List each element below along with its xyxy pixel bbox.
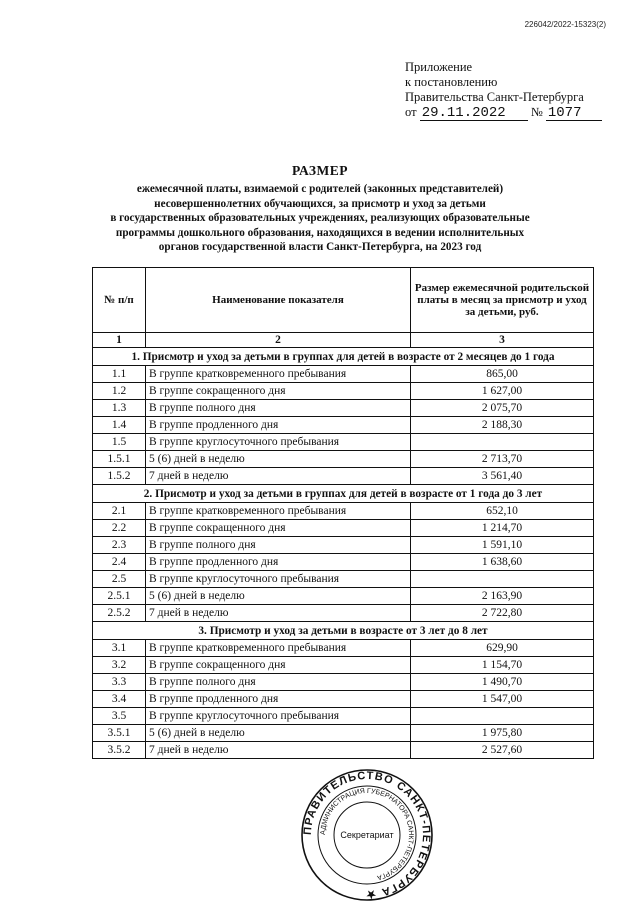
table-row [93, 674, 594, 691]
appendix-date-line [405, 105, 605, 121]
row-number: 1.5 [93, 434, 146, 451]
column-number-row [93, 333, 594, 348]
secretariat-stamp [300, 768, 434, 902]
row-amount: 1 975,80 [411, 725, 594, 742]
row-name: В группе кратковременного пребывания [146, 366, 411, 383]
row-name: В группе продленного дня [146, 554, 411, 571]
table-row [93, 691, 594, 708]
column-number-1: 1 [93, 333, 146, 348]
table-row [93, 640, 594, 657]
row-name: В группе круглосуточного пребывания [146, 708, 411, 725]
column-number-2: 2 [146, 333, 411, 348]
document-number: 226042/2022-15323(2) [524, 20, 606, 29]
row-amount: 2 713,70 [411, 451, 594, 468]
row-name: 7 дней в неделю [146, 468, 411, 485]
appendix-line-2: к постановлению [405, 75, 498, 89]
table-row [93, 588, 594, 605]
row-name: В группе сокращенного дня [146, 383, 411, 400]
row-amount: 2 527,60 [411, 742, 594, 759]
row-number: 3.3 [93, 674, 146, 691]
number-label: № [530, 105, 543, 119]
row-number: 2.1 [93, 503, 146, 520]
row-name: 7 дней в неделю [146, 742, 411, 759]
section-row [93, 622, 594, 640]
table-row [93, 605, 594, 622]
row-name: В группе кратковременного пребывания [146, 503, 411, 520]
title-line-5: органов государственной власти Санкт-Петербурга, на 2023 год [158, 241, 482, 253]
row-name: В группе продленного дня [146, 417, 411, 434]
row-amount: 1 547,00 [411, 691, 594, 708]
stamp-center-text: Секретариат [340, 830, 394, 840]
fee-table [92, 267, 594, 759]
row-number: 1.3 [93, 400, 146, 417]
row-number: 2.3 [93, 537, 146, 554]
title-heading: РАЗМЕР [291, 163, 349, 178]
row-name: В группе продленного дня [146, 691, 411, 708]
row-name: В группе полного дня [146, 537, 411, 554]
table-row [93, 383, 594, 400]
table-row [93, 537, 594, 554]
row-number: 2.5.1 [93, 588, 146, 605]
row-number: 3.5.1 [93, 725, 146, 742]
table-row [93, 400, 594, 417]
row-amount [411, 434, 594, 451]
row-name: 5 (6) дней в неделю [146, 588, 411, 605]
row-amount: 3 561,40 [411, 468, 594, 485]
row-amount: 2 075,70 [411, 400, 594, 417]
section-title: 2. Присмотр и уход за детьми в группах для детей в возрасте от 1 года до 3 лет [93, 485, 594, 503]
table-row [93, 434, 594, 451]
row-number: 1.2 [93, 383, 146, 400]
title-line-1: ежемесячной платы, взимаемой с родителей (законных представителей) [136, 183, 504, 195]
row-amount [411, 708, 594, 725]
row-name: В группе полного дня [146, 674, 411, 691]
row-number: 3.5.2 [93, 742, 146, 759]
header-name: Наименование показателя [146, 268, 411, 333]
row-amount: 629,90 [411, 640, 594, 657]
row-amount [411, 571, 594, 588]
row-name: 5 (6) дней в неделю [146, 451, 411, 468]
section-row [93, 348, 594, 366]
row-amount: 2 188,30 [411, 417, 594, 434]
row-name: 5 (6) дней в неделю [146, 725, 411, 742]
appendix-block [405, 60, 605, 121]
title-line-2: несовершеннолетних обучающихся, за присмотр и уход за детьми [154, 197, 486, 210]
table-row [93, 417, 594, 434]
row-name: В группе кратковременного пребывания [146, 640, 411, 657]
row-number: 1.5.1 [93, 451, 146, 468]
row-amount: 1 154,70 [411, 657, 594, 674]
row-amount: 1 214,70 [411, 520, 594, 537]
table-header-row [93, 268, 594, 333]
row-name: 7 дней в неделю [146, 605, 411, 622]
row-number: 3.5 [93, 708, 146, 725]
table-row [93, 451, 594, 468]
row-amount: 2 722,80 [411, 605, 594, 622]
row-number: 1.4 [93, 417, 146, 434]
row-number: 2.5.2 [93, 605, 146, 622]
resolution-date: 29.11.2022 [420, 107, 528, 121]
table-row [93, 554, 594, 571]
section-title: 3. Присмотр и уход за детьми в возрасте от 3 лет до 8 лет [93, 622, 594, 640]
row-amount: 1 638,60 [411, 554, 594, 571]
row-amount: 865,00 [411, 366, 594, 383]
from-label: от [405, 105, 417, 119]
row-number: 3.4 [93, 691, 146, 708]
row-amount: 1 591,10 [411, 537, 594, 554]
row-number: 1.5.2 [93, 468, 146, 485]
document-title [60, 163, 580, 255]
table-row [93, 657, 594, 674]
resolution-number: 1077 [546, 107, 602, 121]
table-row [93, 742, 594, 759]
stamp-inner-text: АДМИНИСТРАЦИЯ ГУБЕРНАТОРА САНКТ-ПЕТЕРБУРГА [319, 787, 415, 881]
row-number: 1.1 [93, 366, 146, 383]
column-number-3: 3 [411, 333, 594, 348]
section-row [93, 485, 594, 503]
row-name: В группе полного дня [146, 400, 411, 417]
table-row [93, 503, 594, 520]
row-name: В группе круглосуточного пребывания [146, 571, 411, 588]
table-row [93, 520, 594, 537]
row-number: 2.4 [93, 554, 146, 571]
table-row [93, 708, 594, 725]
appendix-line-1: Приложение [405, 60, 473, 74]
table-row [93, 571, 594, 588]
row-name: В группе сокращенного дня [146, 520, 411, 537]
row-number: 2.5 [93, 571, 146, 588]
table-row [93, 725, 594, 742]
row-amount: 652,10 [411, 503, 594, 520]
row-amount: 1 627,00 [411, 383, 594, 400]
row-amount: 1 490,70 [411, 674, 594, 691]
table-row [93, 366, 594, 383]
header-number: № п/п [93, 268, 146, 333]
stamp-outer-text: ПРАВИТЕЛЬСТВО САНКТ-ПЕТЕРБУРГА ★ [301, 769, 433, 901]
row-number: 3.2 [93, 657, 146, 674]
header-amount: Размер ежемесячной родительской платы в месяц за присмотр и уход за детьми, руб. [411, 268, 594, 333]
title-line-4: программы дошкольного образования, находящихся в ведении исполнительных [115, 226, 525, 239]
title-line-3: в государственных образовательных учреждениях, реализующих образовательные [110, 212, 530, 224]
table-row [93, 468, 594, 485]
row-amount: 2 163,90 [411, 588, 594, 605]
row-name: В группе круглосуточного пребывания [146, 434, 411, 451]
row-number: 2.2 [93, 520, 146, 537]
appendix-line-3: Правительства Санкт-Петербурга [405, 90, 584, 104]
row-number: 3.1 [93, 640, 146, 657]
row-name: В группе сокращенного дня [146, 657, 411, 674]
section-title: 1. Присмотр и уход за детьми в группах для детей в возрасте от 2 месяцев до 1 года [93, 348, 594, 366]
table-body [93, 348, 594, 759]
